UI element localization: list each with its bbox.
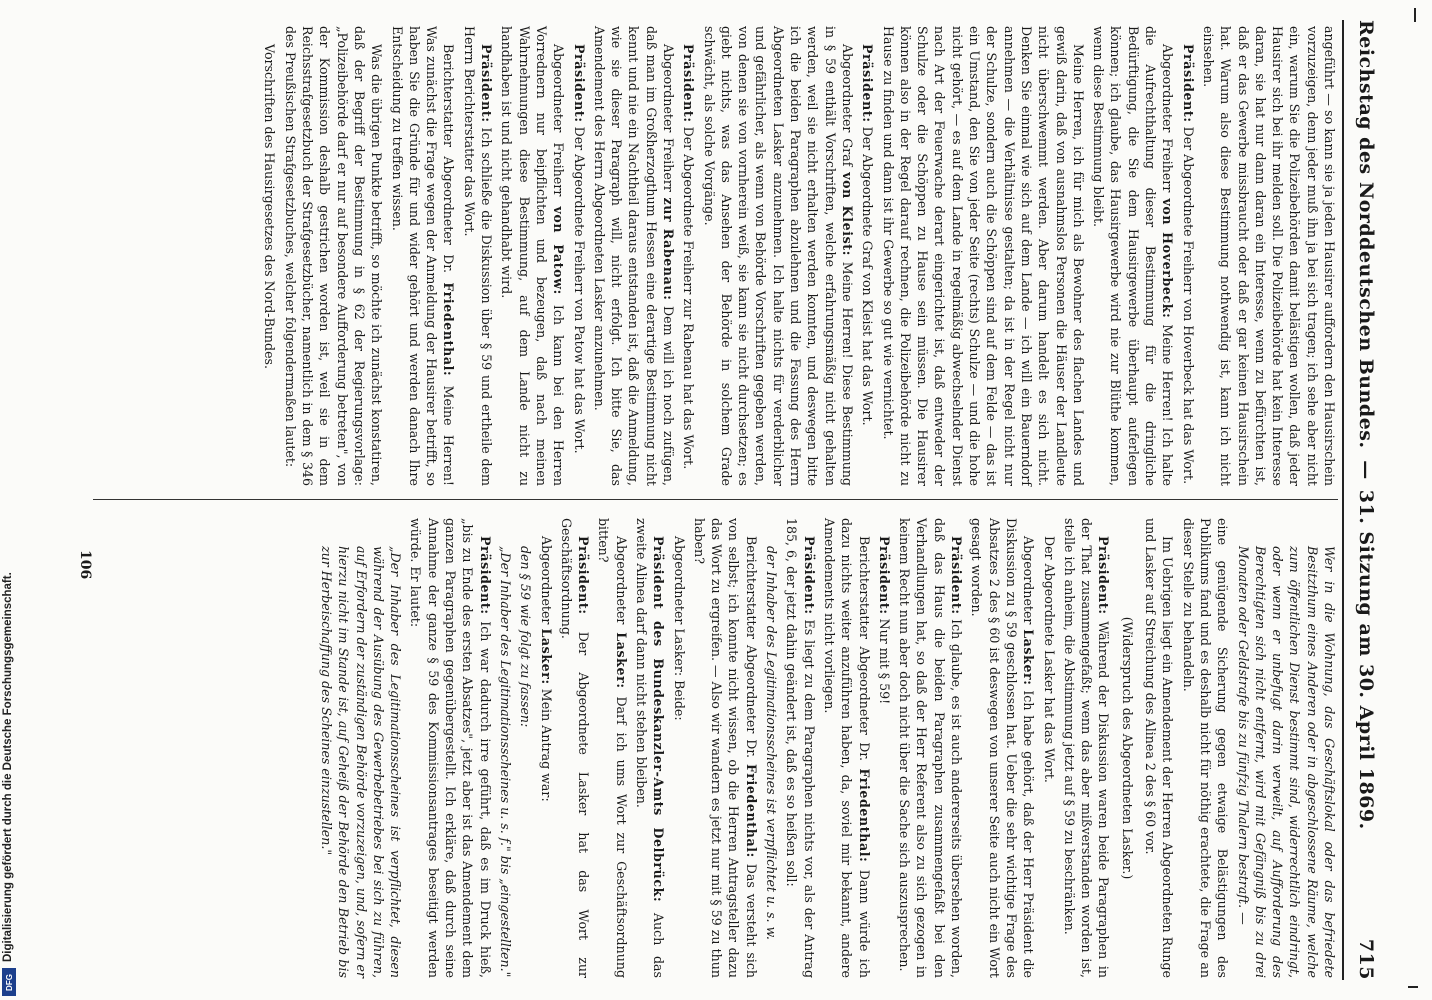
scan-edge-mark [1414, 8, 1416, 22]
speech-paragraph [460, 26, 495, 486]
speaker-name: von Kleist: [839, 172, 855, 256]
speech-text: Der Abgeordnete Graf von Kleist hat das Wort. [860, 126, 876, 426]
paragraph: Meine Herren, ich für mich als Bewohner des flachen Landes und gewiß darin, daß von ausnahmslos Personen die Häuser der Landleute nicht überschwemmt werden. Aber darum handelt es sich nicht. Denken Sie einmal wie sich auf dem Lande — ich will ein Bauerndorf annehmen — die Verhältnisse gestalten; da ist in der Regel nicht nur der Schulze, sondern auch die Schöppen sind auf dem Felde — das ist ein Umstand, den Sie von jeder Seite (rechts) Schulze — und die hohe nicht gehört, — es auf dem Lande in regelmäßig abwechselnder Dienst nach Art der Feuerwache derart eingerichtet ist, daß entweder der Schulze oder die Schöppen zu Hause sein müssen. Die Hausirer können also in der Regel darauf rechnen, die Polizeibehörde nicht zu Hause zu finden und dann ist ihr Gewerbe so gut wie vernichtet. [880, 26, 1086, 486]
speaker-name: Präsident: [1096, 536, 1112, 615]
left-column [258, 26, 1338, 486]
speech-text: Der Abgeordnete Freiherr zur Rabenau hat das Wort. [681, 126, 697, 470]
speech-text: Während der Diskussion waren beide Paragraphen in der That zusammengefaßt; wenn das aber mißverstanden worden ist, stelle ich anheim, die Abstimmung jetzt auf § 59 zu beschränken. [1061, 518, 1112, 978]
speech-paragraph [388, 26, 457, 486]
speech-paragraph [700, 26, 856, 486]
dfg-logo-label: DFG [4, 973, 14, 991]
speaker-name: Präsident: [477, 536, 493, 615]
speech-paragraph [1061, 518, 1113, 978]
speech-text: Es liegt zu dem Paragraphen nichts vor, als der Antrag 185, 6, der jetzt dahin geändert ist, daß es so heißen soll: [784, 518, 817, 979]
speaker-lead: Abgeordneter Graf [839, 44, 855, 167]
speech-text: Auch das zweite Alinea darf dann nicht stehen bleiben. [634, 518, 667, 979]
speech-text: Meine Herren! Was zunächst die Frage wegen der Anmeldung der Hausirer betrifft, so haben Sie die Gründe für und wider gehört und werden danach Ihre Entscheidung zu treffen wissen. [389, 26, 457, 486]
speech-text: Meine Herren! Ich halte die Aufrechthaltung dieser Bestimmung für die dringliche Bedürftigung, die Sie dem Hausirgewerbe überhaupt auferlegen können; ich glaube, das Hausirgewerbe wird nie zur Blüthe kommen, wenn diese Bestimmung bleibt. [1091, 26, 1176, 486]
speaker-lead: Berichterstatter Abgeordneter Dr. [441, 44, 457, 273]
running-head [1346, 20, 1386, 980]
speaker-name: von Patow: [551, 206, 567, 295]
speech-paragraph [595, 518, 630, 978]
interjection: (Widerspruch des Abgeordneten Lasker.) [1119, 616, 1135, 880]
speaker-name: Präsident: [479, 44, 495, 123]
speaker-lead: Abgeordneter [613, 536, 629, 625]
quoted-text: der Inhaber des Legitimationsscheines ist verpflichtet u. s. w. [764, 546, 780, 940]
speech-text: Ich schließe die Diskussion über § 59 und ertheile dem Herrn Berichterstatter das Wort. [461, 26, 495, 486]
speaker-name: Friedenthal: [856, 768, 872, 863]
paragraph: eine genügende Sicherung gegen etwaige Belästigungen des Publikums fand und es deshalb nicht für nöthig erachtete, die Frage an dieser Stelle zu behandeln. [1180, 518, 1231, 978]
speaker-name: zur Rabenau: [661, 197, 677, 301]
quoted-statute: Wer in die Wohnung, das Geschäftslokal oder das befriedete Besitzthum eines Anderen oder in abgeschlossene Räume, welche zum öffentlichen Dienst bestimmt sind, widerrechtlich eindringt, oder wenn er unbefugt darin verweilt, auf Aufforderung des Berechtigten sich nicht entfernt, wird mit Gefängniß bis zu drei Monaten oder Geldstrafe bis zu fünfzig Thalern bestraft. — [1235, 546, 1337, 978]
speech-paragraph [859, 26, 876, 486]
speech-paragraph [407, 518, 493, 978]
dfg-logo [2, 968, 16, 996]
speech-text: Der Abgeordnete Freiherr von Patow hat das Wort. [571, 126, 587, 454]
speaker-name: Präsident: [681, 44, 697, 123]
speech-text: Ich war dadurch irre geführt, daß es im Druck hieß, „bis zu Ende des ersten Absatzes", jetzt aber ist das Amendement dem ganzen Paragraphen gegenübergestellt. Ich erkläre, daß durch seine Annahme der ganze § 59 des Kommissionsantrages beseitigt werden würde. Er lautet: [408, 518, 493, 978]
page-number: 715 [1355, 938, 1377, 980]
speech-paragraph [498, 26, 567, 486]
digitization-credit: Digitalisierung gefördert durch die Deutsche Forschungsgemeinschaft. [2, 572, 14, 962]
speech-paragraph [680, 26, 697, 486]
header-rule [1342, 20, 1344, 980]
speaker-name: Friedenthal: [441, 282, 457, 377]
speaker-name: Lasker: [1021, 629, 1037, 686]
rotated-sheet [50, 10, 1390, 990]
folio-number: 106 [77, 550, 93, 580]
speaker-name: Lasker: [613, 632, 629, 689]
speaker-name: von Hoverbeck: [1160, 198, 1176, 319]
speaker-lead: Abgeordneter Freiherr [551, 44, 567, 197]
speech-text: Das versteht sich von selbst; ich konnte nicht wissen, ob die Herren Antragsteller dazu das Wort zu ergreifen. — Also wir wandern es jetzt nur mit § 59 zu thun haben? [691, 518, 759, 979]
speaker-lead: Berichterstatter Abgeordneter Dr. [856, 536, 872, 762]
speech-text: Ich kann bei den Herren Vorrednern nur beipflichten und bezeugen, daß nach meinen Wahrnehmungen diese Bestimmung, auf dem Lande nicht zu handhaben ist und nicht gehandhabt wird. [499, 26, 567, 486]
speaker-name: Präsident: [860, 44, 876, 123]
paragraph: Abgeordneter Lasker: Beide: [671, 536, 687, 721]
speaker-name: Präsident des Bundeskanzler-Amts Delbrück: [651, 536, 667, 903]
running-head-title: Reichstag des Norddeutschen Bundes. [1355, 20, 1377, 449]
speech-text: Dem will ich noch zufügen, daß man im Großherzogthum Hessen eine derartige Bestimmung nicht kennt und nie ein Nachtheil daraus entstanden ist, daß die Anmeldung, wie sie dieser Paragraph will, nicht erfolgt. Ich bitte Sie, das Amendement des Herrn Abgeordneten Lasker anzunehmen. [591, 26, 677, 486]
speech-paragraph [558, 518, 593, 978]
speech-text: Ich glaube, es ist auch andererseits übersehen worden, daß das Haus die beiden Paragraphen zusammengefaßt bei den Verhandlungen hat, so daß der Herr Referent also zu sich gezogen in keinem Recht nun aber doch nicht über die Sache sich auszusprechen. [897, 518, 965, 978]
speech-text: Der Abgeordnete Lasker hat das Wort zur Geschäftsordnung. [558, 518, 592, 978]
paragraph: Vorschriften des Hausirgesetzes des Nord-Bundes. [262, 44, 278, 370]
running-head-dash: — [1355, 460, 1377, 480]
speaker-name: Präsident: [1180, 44, 1196, 123]
speaker-name: Friedenthal: [743, 763, 759, 858]
speech-text: Nur mit § 59! [876, 618, 892, 705]
paragraph: Was die übrigen Punkte betrifft, so möchte ich zunächst konstatiren, daß der Begriff der Bestimmung in § 62 der Regierungsvorlage: „Polizeibehörde darf er nur auf besondere Aufforderung betreten", von der Kommission deshalb gestrichen worden ist, weil sie in dem Reichsstrafgesetzbuch der Strafgesetzbücher, namentlich in dem § 346 des Preußischen Strafgesetzbuches, welcher folgendermaßen lautet: [282, 26, 385, 486]
speech-text: Mein Antrag war: [538, 688, 554, 802]
speech-paragraph [1090, 26, 1176, 486]
speaker-lead: Abgeordneter [1021, 536, 1037, 625]
speaker-name: Präsident: [949, 536, 965, 615]
speaker-name: Präsident: [876, 536, 892, 615]
speaker-name: Lasker: [538, 628, 554, 685]
paragraph: angeführt — so kann sie ja jeden Hausirer auffordern den Hausirschein vorzuzeigen, denn jeder muß ihn ja bei sich tragen; ich sehe aber nicht ein, warum Sie die Polizeibehörden damit belästigen wollen, daß jeder Hausirer sich bei ihr melden soll. Die Polizeibehörde hat kein Interesse daran, sie hat nur dann daran ein Interesse, wenn zu befürchten ist, daß er das Gewerbe missbraucht oder daß er gar keinen Hausirschein hat. Warum also diese Bestimmung nothwendig ist, kann ich nicht einsehen. [1200, 26, 1337, 486]
speech-text: Darf ich ums Wort zur Geschäftsordnung bitten? [596, 518, 629, 979]
speech-text: Dann würde ich dazu nichts weiter anzuführen haben, da, soviel mir bekannt, andere Amendements nicht vorliegen. [821, 518, 872, 978]
speech-paragraph [896, 518, 965, 978]
column-divider [93, 499, 1338, 500]
speaker-lead: Abgeordneter [538, 536, 554, 625]
paragraph: Im Uebrigen liegt ein Amendement der Herren Abgeordneten Runge und Lasker auf Streichung des Alinea 2 des § 60 vor. [1143, 518, 1176, 978]
scan-edge-mark [1408, 986, 1418, 988]
speech-text: Der Abgeordnete Freiherr von Hoverbeck hat das Wort. [1180, 126, 1196, 485]
paragraph: Der Abgeordnete Lasker hat das Wort. [1041, 536, 1057, 783]
speaker-name: Präsident: [571, 44, 587, 123]
speaker-lead: Berichterstatter Abgeordneter Dr. [743, 536, 759, 759]
speech-paragraph [537, 518, 554, 978]
speech-paragraph [876, 518, 893, 978]
speech-paragraph [1179, 26, 1196, 486]
speaker-lead: Abgeordneter Freiherr [1160, 44, 1176, 193]
speaker-name: Präsident: [801, 536, 817, 615]
speech-text: Meine Herren! Diese Bestimmung in § 59 enthält Vorschriften, welche erfahrungsmäßig nicht gehalten werden, weil sie nicht erhalten werden konnten, und deswegen bitte ich die beiden Paragraphen abzulehnen und die Fassung des Herrn Abgeordneten Lasker anzunehmen. Ich halte nichts für verderblicher und gefährlicher, als wenn von Behörde Vorschriften gegeben werden, von denen sie von vornherein weiß, sie kann sie nicht durchsetzen; es giebt nichts, was das Ansehen der Behörde in solchem Grade schwächt, als solche Vorgänge. [701, 26, 855, 486]
right-column [315, 518, 1338, 978]
speech-paragraph [968, 518, 1037, 978]
speaker-name: Präsident: [576, 536, 592, 615]
speech-text: Ich habe gehört, daß der Herr Präsident die Diskussion zu § 59 geschlossen hat. Ueber die sehr wichtige Frage des Absatzes 2 des § 60 ist deswegen von unserer Seite auch nicht ein Wort gesagt worden. [969, 518, 1037, 978]
running-head-session: 31. Sitzung am 30. April 1869. [1355, 489, 1377, 830]
speech-paragraph [821, 518, 873, 978]
speech-paragraph [570, 26, 587, 486]
quoted-statute: „Der Inhaber des Legitimationsscheines ist verpflichtet, diesen während der Ausübung des Gewerbebetriebes bei sich zu führen, auf Erfordern der zuständigen Behörde vorzuzeigen, und, sofern er hierzu nicht im Stande ist, auf Geheiß der Behörde den Betrieb bis zur Herbeischaffung des Scheines einzustellen." [318, 546, 404, 978]
speech-paragraph [591, 26, 677, 486]
quoted-text: „Der Inhaber des Legitimationsscheines u. s. f." bis „eingestellten." [497, 546, 513, 978]
speech-paragraph [691, 518, 760, 978]
speech-paragraph [633, 518, 668, 978]
speech-paragraph [783, 518, 818, 978]
speaker-lead: Abgeordneter Freiherr [661, 44, 677, 192]
quoted-text: den § 59 wie folgt zu fassen: [518, 546, 534, 728]
